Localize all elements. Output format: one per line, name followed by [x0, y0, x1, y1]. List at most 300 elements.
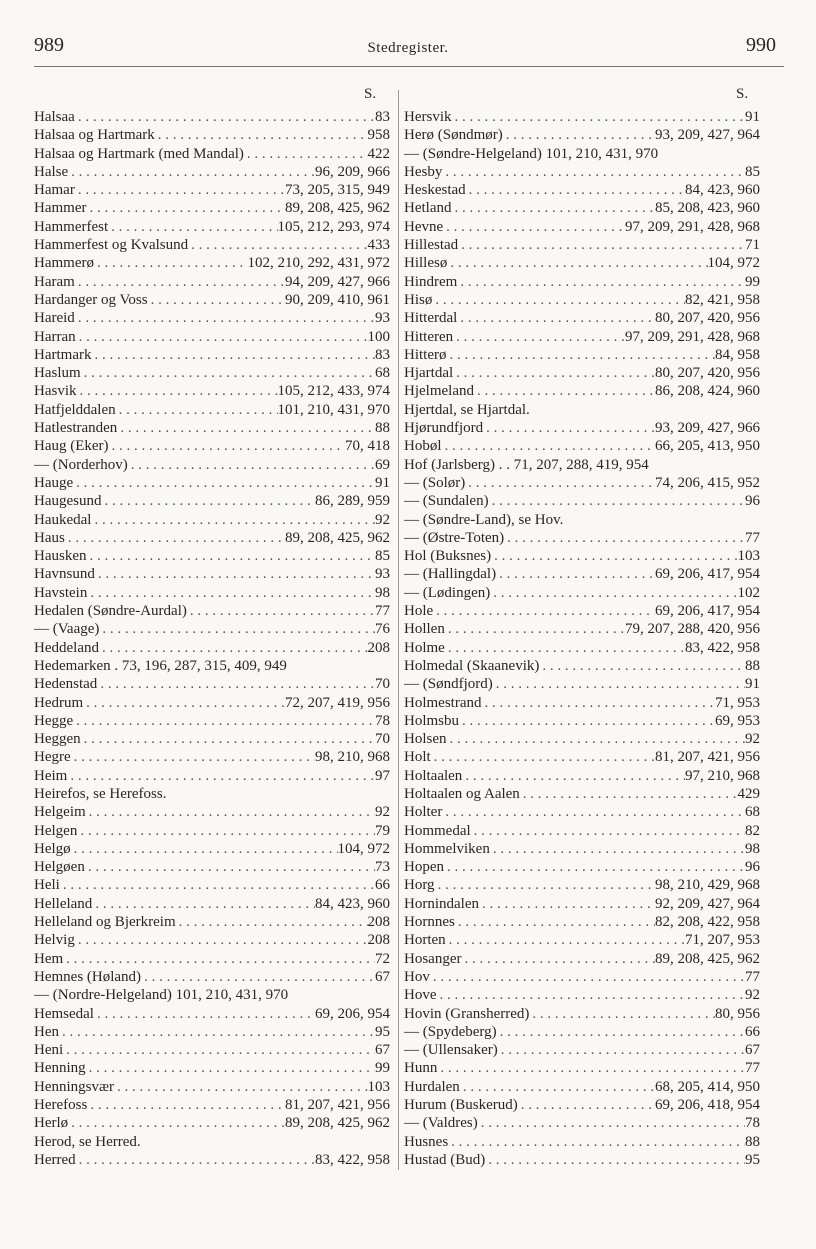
entry-name: Hausken: [34, 548, 87, 565]
entry-name: Holtaalen: [404, 767, 463, 784]
leader-dots: [95, 565, 375, 583]
entry-name: — (Lødingen): [404, 584, 491, 601]
entry-pages: 73: [375, 859, 390, 876]
leader-dots: [86, 199, 285, 217]
entry-pages: 69, 206, 954: [315, 1005, 390, 1022]
index-entry: [404, 1114, 760, 1132]
index-entry: [404, 346, 760, 364]
entry-name: Herod, se Herred.: [34, 1133, 141, 1150]
entry-name: Hammerfest og Kvalsund: [34, 237, 189, 254]
entry-name: Havnsund: [34, 566, 95, 583]
column-heading-right: S.: [736, 86, 749, 102]
entry-name: Holmsbu: [404, 712, 460, 729]
index-entry: [404, 474, 760, 492]
index-entry: [34, 328, 390, 346]
entry-pages: 81, 207, 421, 956: [655, 749, 760, 766]
entry-name: — (Sundalen): [404, 493, 489, 510]
index-entry: [404, 382, 760, 400]
index-entry: [404, 876, 760, 894]
leader-dots: [97, 675, 375, 693]
index-entry: [404, 602, 760, 620]
leader-dots: [448, 1133, 745, 1151]
index-entry: [34, 986, 390, 1004]
index-entry: [34, 419, 390, 437]
entry-pages: 67: [375, 968, 390, 985]
index-entry: [34, 1151, 390, 1169]
leader-dots: [497, 1023, 745, 1041]
entry-pages: 68, 205, 414, 950: [655, 1078, 760, 1095]
entry-name: Hitterdal: [404, 310, 458, 327]
column-divider: [398, 90, 399, 1170]
index-entry: [34, 163, 390, 181]
index-column-right: [404, 108, 760, 1169]
entry-pages: 85, 208, 423, 960: [655, 200, 760, 217]
leader-dots: [288, 986, 390, 1004]
entry-name: Haus: [34, 529, 65, 546]
leader-dots: [433, 602, 655, 620]
header-rule: [34, 66, 784, 67]
entry-name: Hommedal: [404, 822, 471, 839]
entry-pages: 433: [367, 237, 390, 254]
leader-dots: [244, 145, 368, 163]
entry-name: Hardanger og Voss: [34, 291, 148, 308]
index-entry: [34, 474, 390, 492]
index-entry: [404, 456, 760, 474]
entry-name: — (Ullensaker): [404, 1042, 498, 1059]
entry-pages: 92: [745, 731, 760, 748]
entry-pages: 88: [745, 1133, 760, 1150]
leader-dots: [471, 822, 745, 840]
entry-pages: 85: [375, 548, 390, 565]
entry-pages: 71, 953: [715, 694, 760, 711]
entry-name: Hurum (Buskerud): [404, 1097, 518, 1114]
leader-dots: [491, 547, 737, 565]
index-entry: [34, 364, 390, 382]
entry-pages: 78: [745, 1115, 760, 1132]
leader-dots: [442, 437, 656, 455]
index-entry: [34, 931, 390, 949]
entry-name: Hopen: [404, 859, 444, 876]
index-entry: [404, 163, 760, 181]
leader-dots: [489, 492, 745, 510]
entry-name: Hovin (Gransherred): [404, 1005, 530, 1022]
entry-pages: 67: [745, 1042, 760, 1059]
index-entry: [404, 730, 760, 748]
index-entry: [34, 767, 390, 785]
entry-name: Herred: [34, 1151, 76, 1168]
entry-pages: 98: [745, 840, 760, 857]
entry-name: Hol (Buksnes): [404, 548, 492, 565]
entry-pages: 85: [745, 163, 760, 180]
index-entry: [404, 986, 760, 1004]
entry-pages: 90, 209, 410, 961: [285, 291, 390, 308]
leader-dots: [99, 620, 375, 638]
entry-pages: 95: [745, 1151, 760, 1168]
leader-dots: [530, 401, 760, 419]
index-entry: [34, 1023, 390, 1041]
entry-pages: 104, 972: [337, 840, 390, 857]
index-entry: [404, 785, 760, 803]
leader-dots: [108, 218, 277, 236]
entry-pages: 103: [737, 548, 760, 565]
entry-name: Heddeland: [34, 639, 99, 656]
index-entry: [34, 346, 390, 364]
entry-name: Halsaa og Hartmark: [34, 127, 155, 144]
entry-name: Hammerfest: [34, 218, 109, 235]
entry-pages: 74, 206, 415, 952: [655, 474, 760, 491]
entry-pages: 98: [375, 584, 390, 601]
index-entry: [34, 309, 390, 327]
entry-name: Hemnes (Høland): [34, 968, 142, 985]
index-entry: [404, 840, 760, 858]
page-number-right: 990: [746, 34, 776, 56]
index-entry: [34, 382, 390, 400]
entry-name: Heskestad: [404, 182, 466, 199]
leader-dots: [87, 1096, 285, 1114]
entry-pages: 100: [367, 328, 390, 345]
index-entry: [404, 309, 760, 327]
index-entry: [34, 126, 390, 144]
entry-pages: 958: [367, 127, 390, 144]
index-entry: [34, 840, 390, 858]
entry-pages: 69, 206, 417, 954: [655, 603, 760, 620]
leader-dots: [99, 639, 368, 657]
index-entry: [34, 639, 390, 657]
page-number-left: 989: [34, 34, 64, 56]
leader-dots: [148, 291, 285, 309]
index-entry: [34, 529, 390, 547]
entry-name: Helgeim: [34, 804, 86, 821]
entry-name: Hatlestranden: [34, 420, 118, 437]
index-entry: [34, 254, 390, 272]
leader-dots: [68, 163, 315, 181]
entry-pages: 67: [375, 1042, 390, 1059]
entry-name: — (Søndre-Helgeland) 101, 210, 431, 970: [404, 145, 659, 162]
index-entry: [404, 492, 760, 510]
leader-dots: [75, 931, 368, 949]
leader-dots: [457, 273, 745, 291]
entry-name: Haslum: [34, 365, 81, 382]
entry-pages: 82: [745, 822, 760, 839]
leader-dots: [503, 126, 655, 144]
entry-name: Holsen: [404, 731, 447, 748]
entry-pages: 68: [375, 365, 390, 382]
entry-name: Horten: [404, 932, 446, 949]
entry-pages: 92: [745, 987, 760, 1004]
entry-name: Hjartdal: [404, 365, 454, 382]
entry-name: Hedenstad: [34, 676, 98, 693]
index-entry: [404, 1133, 760, 1151]
leader-dots: [446, 931, 685, 949]
entry-pages: 86, 208, 424, 960: [655, 383, 760, 400]
leader-dots: [76, 328, 368, 346]
entry-name: Hof (Jarlsberg) . . 71, 207, 288, 419, 954: [404, 456, 649, 473]
entry-pages: 105, 212, 433, 974: [277, 383, 390, 400]
entry-name: Hillestad: [404, 237, 459, 254]
entry-name: Husnes: [404, 1133, 449, 1150]
entry-name: Helleland: [34, 895, 93, 912]
leader-dots: [447, 346, 716, 364]
leader-dots: [92, 895, 315, 913]
leader-dots: [75, 273, 285, 291]
index-entry: [34, 950, 390, 968]
entry-name: Horg: [404, 877, 435, 894]
leader-dots: [114, 1078, 368, 1096]
entry-pages: 99: [745, 273, 760, 290]
index-entry: [34, 565, 390, 583]
entry-pages: 91: [375, 474, 390, 491]
entry-pages: 97, 210, 968: [685, 767, 760, 784]
entry-name: Haugesund: [34, 493, 102, 510]
entry-name: Hustad (Bud): [404, 1151, 486, 1168]
entry-pages: 70: [375, 676, 390, 693]
leader-dots: [460, 1078, 655, 1096]
entry-name: Hjelmeland: [404, 383, 474, 400]
index-entry: [34, 1133, 390, 1151]
index-entry: [404, 273, 760, 291]
entry-name: Halsaa: [34, 109, 75, 125]
index-entry: [404, 858, 760, 876]
index-entry: [404, 126, 760, 144]
index-entry: [404, 767, 760, 785]
leader-dots: [504, 529, 745, 547]
index-entry: [404, 931, 760, 949]
index-entry: [404, 419, 760, 437]
leader-dots: [86, 1059, 375, 1077]
leader-dots: [447, 730, 746, 748]
leader-dots: [86, 803, 375, 821]
entry-pages: 83, 422, 958: [315, 1151, 390, 1168]
entry-pages: 96, 209, 966: [315, 163, 390, 180]
entry-name: — (Søndfjord): [404, 676, 493, 693]
entry-pages: 94, 209, 427, 966: [285, 273, 390, 290]
entry-name: — (Hallingdal): [404, 566, 497, 583]
entry-name: Hen: [34, 1023, 59, 1040]
index-column-left: [34, 108, 390, 1169]
index-entry: [404, 437, 760, 455]
entry-pages: 69: [375, 456, 390, 473]
entry-name: Hjørundfjord: [404, 420, 484, 437]
leader-dots: [539, 657, 745, 675]
entry-name: Hitterø: [404, 346, 447, 363]
entry-pages: 93, 209, 427, 966: [655, 420, 760, 437]
leader-dots: [442, 803, 745, 821]
leader-dots: [453, 364, 655, 382]
entry-pages: 429: [737, 785, 760, 802]
index-entry: [404, 291, 760, 309]
index-entry: [404, 1078, 760, 1096]
entry-name: Hollen: [404, 621, 445, 638]
index-entry: [404, 895, 760, 913]
index-entry: [34, 199, 390, 217]
entry-name: Hornindalen: [404, 895, 479, 912]
entry-pages: 77: [745, 968, 760, 985]
entry-pages: 72: [375, 950, 390, 967]
leader-dots: [431, 748, 655, 766]
leader-dots: [437, 1059, 745, 1077]
entry-name: Hesby: [404, 163, 443, 180]
entry-name: Hartmark: [34, 346, 92, 363]
leader-dots: [453, 328, 625, 346]
entry-name: Hobøl: [404, 438, 442, 455]
leader-dots: [529, 1005, 715, 1023]
entry-name: Holter: [404, 804, 443, 821]
entry-pages: 92: [375, 804, 390, 821]
index-entry: [34, 602, 390, 620]
entry-name: Helgøen: [34, 859, 85, 876]
entry-name: Hareid: [34, 310, 75, 327]
entry-pages: 71, 207, 953: [685, 932, 760, 949]
entry-pages: 95: [375, 1023, 390, 1040]
index-entry: [404, 639, 760, 657]
entry-pages: 79, 207, 288, 420, 956: [625, 621, 760, 638]
entry-name: Hegge: [34, 712, 74, 729]
entry-name: — (Valdres): [404, 1115, 478, 1132]
index-entry: [404, 1041, 760, 1059]
leader-dots: [462, 767, 685, 785]
entry-pages: 93, 209, 427, 964: [655, 127, 760, 144]
leader-dots: [452, 108, 746, 126]
entry-name: Halse: [34, 163, 69, 180]
leader-dots: [83, 694, 285, 712]
index-entry: [404, 328, 760, 346]
entry-name: Hjertdal, se Hjartdal.: [404, 401, 530, 418]
leader-dots: [451, 199, 655, 217]
entry-pages: 84, 423, 960: [315, 895, 390, 912]
index-entry: [34, 456, 390, 474]
leader-dots: [188, 236, 367, 254]
index-entry: [404, 657, 760, 675]
entry-name: Harran: [34, 328, 76, 345]
index-entry: [34, 620, 390, 638]
index-entry: [34, 547, 390, 565]
entry-name: Hammerø: [34, 255, 94, 272]
index-entry: [34, 675, 390, 693]
index-entry: [404, 364, 760, 382]
entry-pages: 89, 208, 425, 962: [285, 529, 390, 546]
leader-dots: [649, 456, 760, 474]
leader-dots: [63, 1041, 375, 1059]
leader-dots: [465, 474, 655, 492]
entry-pages: 83: [375, 109, 390, 125]
entry-pages: 77: [745, 1060, 760, 1077]
entry-pages: 83: [375, 346, 390, 363]
leader-dots: [109, 437, 345, 455]
entry-pages: 105, 212, 293, 974: [277, 218, 390, 235]
leader-dots: [76, 1151, 315, 1169]
leader-dots: [68, 1114, 285, 1132]
entry-name: Hedemarken . 73, 196, 287, 315, 409, 949: [34, 657, 287, 674]
leader-dots: [75, 108, 375, 126]
leader-dots: [481, 694, 715, 712]
leader-dots: [442, 163, 745, 181]
leader-dots: [77, 382, 278, 400]
entry-pages: 422: [367, 145, 390, 162]
entry-name: Hillesø: [404, 255, 448, 272]
entry-name: Heni: [34, 1042, 64, 1059]
entry-pages: 208: [367, 932, 390, 949]
entry-pages: 69, 953: [715, 712, 760, 729]
entry-pages: 89, 208, 425, 962: [285, 1115, 390, 1132]
entry-name: Hindrem: [404, 273, 458, 290]
entry-pages: 88: [745, 657, 760, 674]
leader-dots: [444, 858, 745, 876]
entry-name: Hitteren: [404, 328, 454, 345]
index-entry: [34, 748, 390, 766]
entry-name: Hove: [404, 987, 437, 1004]
leader-dots: [141, 968, 375, 986]
entry-pages: 83, 422, 958: [685, 639, 760, 656]
entry-pages: 66: [745, 1023, 760, 1040]
leader-dots: [485, 1151, 745, 1169]
index-entry: [34, 1114, 390, 1132]
leader-dots: [67, 767, 375, 785]
entry-name: — (Nordre-Helgeland) 101, 210, 431, 970: [34, 987, 289, 1004]
entry-pages: 77: [745, 529, 760, 546]
entry-pages: 82, 208, 422, 958: [655, 914, 760, 931]
index-entry: [404, 199, 760, 217]
entry-name: Hersvik: [404, 109, 452, 125]
index-entry: [34, 492, 390, 510]
leader-dots: [447, 254, 707, 272]
index-entry: [34, 785, 390, 803]
entry-pages: 66: [375, 877, 390, 894]
entry-pages: 80, 956: [715, 1005, 760, 1022]
page-header: [0, 34, 816, 64]
leader-dots: [75, 181, 285, 199]
entry-pages: 91: [745, 676, 760, 693]
index-entry: [404, 145, 760, 163]
index-entry: [404, 913, 760, 931]
index-entry: [34, 273, 390, 291]
entry-name: Hamar: [34, 182, 75, 199]
leader-dots: [461, 950, 655, 968]
index-entry: [404, 803, 760, 821]
leader-dots: [81, 364, 375, 382]
entry-pages: 80, 207, 420, 956: [655, 365, 760, 382]
index-entry: [404, 108, 760, 126]
index-entry: [404, 584, 760, 602]
entry-pages: 81, 207, 421, 956: [285, 1097, 390, 1114]
leader-dots: [457, 309, 655, 327]
entry-pages: 78: [375, 712, 390, 729]
index-entry: [404, 950, 760, 968]
leader-dots: [478, 1114, 745, 1132]
leader-dots: [458, 236, 745, 254]
entry-name: Helgen: [34, 822, 78, 839]
index-entry: [404, 181, 760, 199]
leader-dots: [59, 1023, 375, 1041]
index-entry: [34, 858, 390, 876]
entry-name: — (Søndre-Land), se Hov.: [404, 511, 564, 528]
entry-pages: 208: [367, 914, 390, 931]
index-entry: [34, 1005, 390, 1023]
leader-dots: [117, 419, 375, 437]
leader-dots: [166, 785, 390, 803]
entry-pages: 99: [375, 1060, 390, 1077]
leader-dots: [187, 602, 375, 620]
index-entry: [34, 913, 390, 931]
index-entry: [34, 895, 390, 913]
entry-name: Hosanger: [404, 950, 462, 967]
entry-pages: 98, 210, 429, 968: [655, 877, 760, 894]
entry-pages: 68: [745, 804, 760, 821]
index-entry: [34, 657, 390, 675]
entry-name: Haram: [34, 273, 75, 290]
leader-dots: [483, 419, 655, 437]
leader-dots: [490, 840, 745, 858]
entry-name: Haukedal: [34, 511, 92, 528]
